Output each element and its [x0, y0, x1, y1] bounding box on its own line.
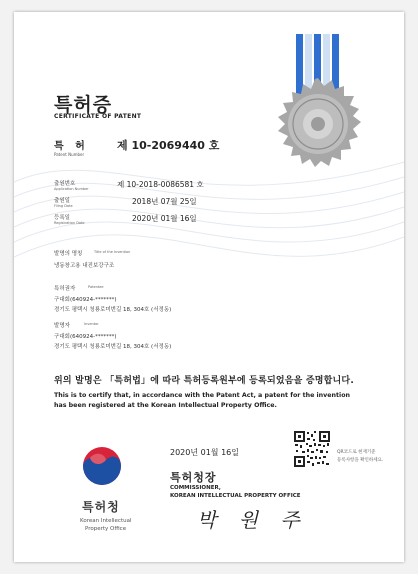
commissioner-signature: 박 원 주: [197, 508, 308, 532]
patent-number-label: 특 허: [54, 141, 89, 152]
commissioner-title-en-line-1: COMMISSIONER,: [170, 485, 221, 491]
inventor-name: 구대회(640924-*******): [54, 334, 117, 340]
commissioner-title-en-line-2: KOREAN INTELLECTUAL PROPERTY OFFICE: [170, 493, 301, 499]
commissioner-title-ko: 특허청장: [170, 471, 217, 484]
inventor-label: 발명자: [54, 323, 70, 329]
filing-date-value: 2018년 07월 25일: [132, 197, 197, 206]
patentee-label: 특허권자: [54, 286, 76, 292]
kipo-logo-icon: [78, 442, 126, 490]
kipo-name-en-line-1: Korean Intellectual: [80, 518, 132, 524]
inventor-address: 경기도 평택시 청룡로미번길 18, 304호 (서정동): [54, 344, 172, 350]
invention-title-label-en: Title of the Invention: [94, 250, 131, 254]
qr-note-line-2: 등록사항을 확인하세요.: [337, 458, 384, 463]
patentee-address: 경기도 평택시 청룡로미번길 18, 304호 (서정동): [54, 307, 172, 313]
patentee-name: 구대회(640924-*******): [54, 297, 117, 303]
application-label-en: Application Number: [54, 187, 89, 191]
statement-en-line-1: This is to certify that, in accordance with the Patent Act, a patent for the invention: [54, 392, 351, 399]
certificate-title-ko: 특허증: [54, 94, 113, 116]
invention-title-value: 냉동창고용 내진보강구조: [54, 263, 115, 269]
qr-note-line-1: QR코드로 현재기준: [337, 450, 376, 455]
certificate-sheet: [14, 12, 404, 562]
statement-en-line-2: has been registered at the Korean Intellectual Property Office.: [54, 402, 277, 409]
patent-number-label-en: Patent Number: [54, 152, 85, 157]
registration-date-label: 등록일: [54, 215, 70, 221]
certification-statement-en: [54, 391, 394, 411]
filing-date-label-en: Filing Date: [54, 204, 73, 208]
filing-date-label: 출원일: [54, 198, 70, 204]
patentee-label-en: Patentee: [88, 285, 104, 289]
patent-number-value: 제 10-2069440 호: [117, 139, 220, 152]
kipo-name-ko: 특허청: [82, 500, 120, 514]
issue-date: 2020년 01월 16일: [170, 448, 239, 457]
certification-statement-ko: 위의 발명은 「특허법」에 따라 특허등록원부에 등록되었음을 증명합니다.: [54, 376, 354, 386]
registration-date-label-en: Registration Date: [54, 221, 85, 225]
application-label: 출원번호: [54, 181, 76, 187]
gold-seal-icon: [268, 34, 368, 174]
certificate-title-en: CERTIFICATE OF PATENT: [54, 113, 142, 120]
registration-date-value: 2020년 01월 16일: [132, 214, 197, 223]
application-number-value: 제 10-2018-0086581 호: [117, 180, 204, 189]
kipo-name-en-line-2: Property Office: [85, 526, 127, 532]
invention-title-label: 발명의 명칭: [54, 251, 83, 257]
qr-code-icon[interactable]: [293, 430, 331, 468]
inventor-label-en: Inventor: [84, 322, 99, 326]
